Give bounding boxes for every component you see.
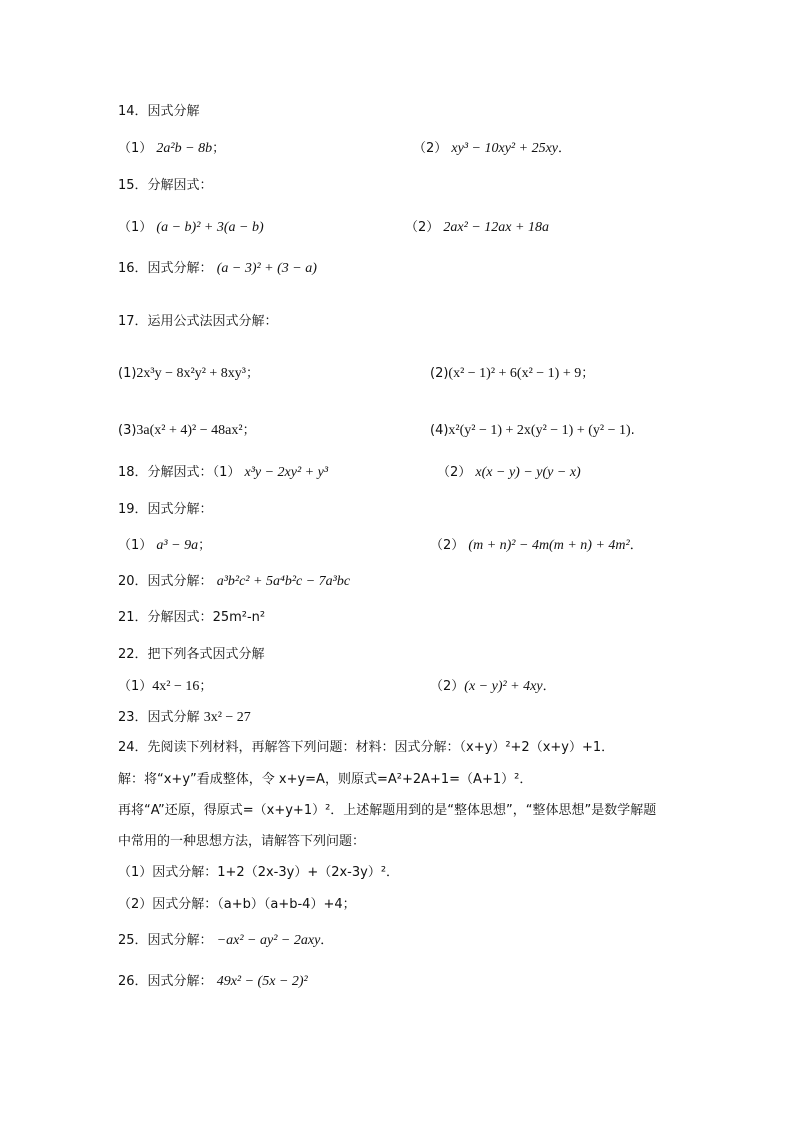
- question-14-part-1: （1） 2a²b − 8b；: [118, 141, 226, 156]
- math-expression: (x² − 1)² + 6(x² − 1) + 9: [448, 366, 582, 381]
- question-24-line-1: 24．先阅读下列材料，再解答下列问题：材料：因式分解：（x+y）²+2（x+y）+1．: [118, 740, 615, 755]
- math-expression: a³b²c² + 5a⁴b²c − 7a³bc: [216, 574, 351, 589]
- math-expression: 3x² − 27: [203, 710, 251, 725]
- math-expression: x(x − y) − y(y − x): [475, 465, 581, 480]
- question-26: 26．因式分解： 49x² − (5x − 2)²: [118, 974, 308, 989]
- question-15-part-1: （1） (a − b)² + 3(a − b): [118, 220, 264, 235]
- question-19-heading: 19．因式分解：: [118, 502, 213, 517]
- math-expression: −ax² − ay² − 2axy: [216, 933, 321, 948]
- question-24-part-2: （2）因式分解：（a+b）（a+b-4）+4；: [118, 897, 356, 912]
- question-23: 23．因式分解 3x² − 27: [118, 710, 251, 725]
- question-20: 20．因式分解： a³b²c² + 5a⁴b²c − 7a³bc: [118, 574, 351, 589]
- question-18-part-2: （2） x(x − y) − y(y − x): [437, 465, 581, 480]
- question-24-line-4: 中常用的一种思想方法，请解答下列问题：: [118, 834, 366, 849]
- question-15-heading: 15．分解因式：: [118, 178, 213, 193]
- math-expression: x²(y² − 1) + 2x(y² − 1) + (y² − 1): [448, 423, 631, 438]
- question-18-part-1: 18．分解因式：（1） x³y − 2xy² + y³: [118, 465, 329, 480]
- math-expression: 2a²b − 8b: [156, 141, 213, 156]
- math-expression: 4x² − 16: [152, 679, 200, 694]
- question-24-line-3: 再将“A”还原，得原式=（x+y+1）²．上述解题用到的是“整体思想”，“整体思想”是数学解题: [118, 803, 657, 818]
- question-19-part-2: （2） (m + n)² − 4m(m + n) + 4m²．: [430, 538, 643, 553]
- question-16: 16．因式分解： (a − 3)² + (3 − a): [118, 261, 317, 276]
- math-expression: (a − 3)² + (3 − a): [216, 261, 317, 276]
- question-19-part-1: （1） a³ − 9a；: [118, 538, 212, 553]
- math-expression: (a − b)² + 3(a − b): [156, 220, 264, 235]
- math-expression: 25m²-n²: [212, 610, 266, 625]
- math-expression: 3a(x² + 4)² − 48ax²: [136, 423, 243, 438]
- question-24-part-1: （1）因式分解：1+2（2x-3y）+（2x-3y）²．: [118, 865, 400, 880]
- math-expression: 49x² − (5x − 2)²: [216, 974, 308, 989]
- question-number: 14．: [118, 104, 148, 119]
- question-title: 因式分解: [147, 104, 200, 119]
- question-17-heading: 17．运用公式法因式分解：: [118, 314, 278, 329]
- math-expression: 2x³y − 8x²y² + 8xy³: [136, 366, 247, 381]
- question-17-part-1: (1)2x³y − 8x²y² + 8xy³；: [118, 366, 260, 381]
- question-22-heading: 22．把下列各式因式分解: [118, 647, 265, 662]
- math-expression: a³ − 9a: [156, 538, 199, 553]
- question-17-part-4: (4)x²(y² − 1) + 2x(y² − 1) + (y² − 1).: [430, 423, 635, 438]
- question-17-part-2: (2)(x² − 1)² + 6(x² − 1) + 9；: [430, 366, 595, 381]
- question-14-part-2: （2） xy³ − 10xy² + 25xy．: [413, 141, 572, 156]
- question-22-part-2: （2）(x − y)² + 4xy．: [430, 679, 556, 694]
- math-expression: xy³ − 10xy² + 25xy: [451, 141, 558, 156]
- math-expression: (m + n)² − 4m(m + n) + 4m²: [468, 538, 630, 553]
- question-24-line-2: 解：将“x+y”看成整体，令 x+y=A，则原式=A²+2A+1=（A+1）²．: [118, 772, 533, 787]
- math-expression: 2ax² − 12ax + 18a: [443, 220, 549, 235]
- question-22-part-1: （1）4x² − 16；: [118, 679, 213, 694]
- question-25: 25．因式分解： −ax² − ay² − 2axy．: [118, 933, 334, 948]
- question-14-heading: [118, 102, 200, 122]
- question-17-part-3: (3)3a(x² + 4)² − 48ax²；: [118, 423, 256, 438]
- question-21: 21．分解因式：25m²-n²: [118, 610, 266, 625]
- math-expression: (x − y)² + 4xy: [464, 679, 543, 694]
- math-expression: x³y − 2xy² + y³: [244, 465, 329, 480]
- question-15-part-2: （2） 2ax² − 12ax + 18a: [405, 220, 549, 235]
